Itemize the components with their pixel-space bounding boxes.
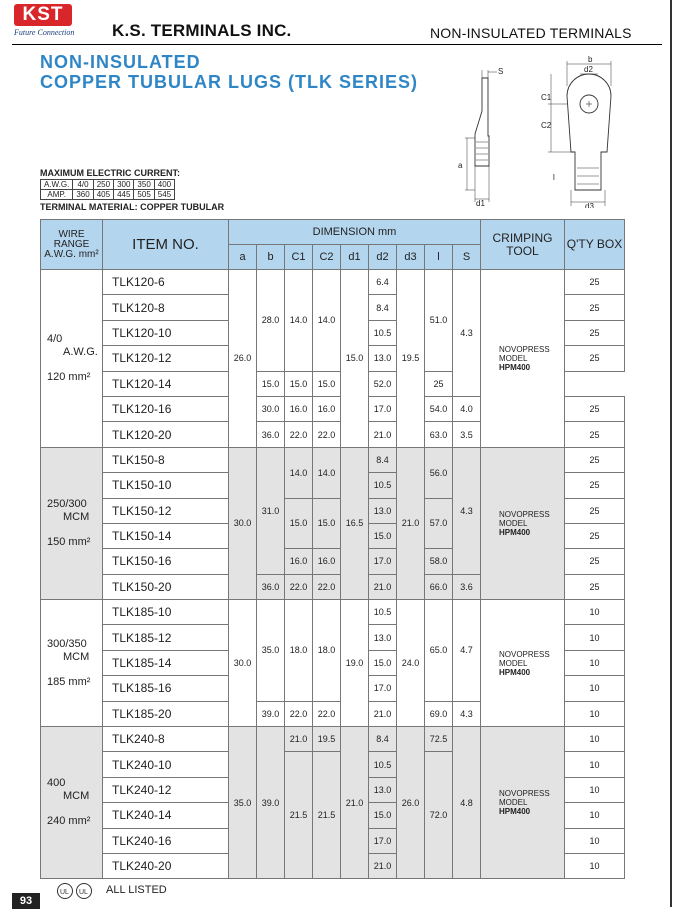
qty-box: 25	[565, 270, 625, 295]
wire-range-line: A.W.G.	[63, 345, 98, 358]
item-number: TLK150-14	[103, 523, 229, 548]
amp-label: AMP.	[41, 190, 73, 200]
qty-box: 25	[565, 346, 625, 371]
dim-c1: 16.0	[285, 396, 313, 421]
dim-d2: 10.5	[369, 600, 397, 625]
item-number: TLK240-10	[103, 752, 229, 777]
dim-d2: 13.0	[369, 625, 397, 650]
ul-certification-icon	[56, 882, 94, 900]
wire-range-cell	[41, 600, 103, 727]
dim-c2: 22.0	[313, 422, 341, 447]
item-number: TLK120-12	[103, 346, 229, 371]
qty-box: 10	[565, 727, 625, 752]
qty-box: 25	[565, 523, 625, 548]
qty-box: 10	[565, 600, 625, 625]
dim-d2: 6.4	[369, 270, 397, 295]
dim-l: 72.0	[425, 752, 453, 879]
tool-line: MODEL	[499, 798, 528, 808]
amp-value: 360	[73, 190, 93, 200]
qty-box: 25	[565, 574, 625, 599]
dim-l: 58.0	[425, 549, 453, 574]
dim-b: 28.0	[257, 270, 285, 372]
item-number: TLK150-16	[103, 549, 229, 574]
label-c1: C1	[541, 93, 552, 102]
dim-d2: 13.0	[369, 346, 397, 371]
item-number: TLK240-12	[103, 777, 229, 802]
item-number: TLK120-20	[103, 422, 229, 447]
dim-s: 4.3	[453, 270, 481, 397]
dim-c1: 22.0	[285, 422, 313, 447]
header-dim-c2: C2	[313, 245, 341, 270]
dim-s: 4.0	[453, 396, 481, 421]
header-dim-a: a	[229, 245, 257, 270]
dim-b: 36.0	[257, 574, 285, 599]
dim-d2: 21.0	[369, 701, 397, 726]
dim-c1: 18.0	[285, 600, 313, 702]
item-number: TLK240-8	[103, 727, 229, 752]
tool-line: MODEL	[499, 518, 528, 528]
dim-d2: 13.0	[369, 498, 397, 523]
item-number: TLK120-14	[103, 371, 229, 396]
amp-value: 505	[134, 190, 154, 200]
crimping-tool-cell	[481, 600, 565, 727]
qty-box: 10	[565, 777, 625, 802]
logo-tagline: Future Connection	[14, 28, 75, 37]
wire-range-line: MCM	[63, 650, 90, 663]
header-dim-d2: d2	[369, 245, 397, 270]
table-row	[41, 270, 625, 295]
dim-l: 51.0	[425, 270, 453, 372]
dim-b: 35.0	[257, 600, 285, 702]
dim-c2: 14.0	[313, 270, 341, 372]
wire-range-line: 185 mm²	[47, 675, 91, 688]
tool-line: HPM400	[499, 527, 531, 537]
dim-c1: 22.0	[285, 574, 313, 599]
header-qty: Q'TY BOX	[565, 220, 625, 270]
header-divider	[12, 44, 662, 45]
dim-a: 35.0	[229, 727, 257, 879]
wire-range-line: 4/0	[47, 332, 63, 345]
dim-s: 3.5	[453, 422, 481, 447]
dim-l: 65.0	[425, 600, 453, 702]
label-s: S	[498, 67, 504, 76]
item-number: TLK150-20	[103, 574, 229, 599]
dim-c2: 22.0	[313, 574, 341, 599]
tool-line: NOVOPRESS	[499, 789, 550, 799]
header-dim-c1: C1	[285, 245, 313, 270]
dim-a: 30.0	[229, 600, 257, 727]
dim-b: 39.0	[257, 701, 285, 726]
item-number: TLK185-12	[103, 625, 229, 650]
item-number: TLK120-8	[103, 295, 229, 320]
dim-c1: 14.0	[285, 270, 313, 372]
dim-d3: 19.5	[397, 270, 425, 448]
dim-l: 63.0	[425, 422, 453, 447]
current-title: MAXIMUM ELECTRIC CURRENT:	[40, 168, 180, 178]
dim-c1: 21.5	[285, 752, 313, 879]
dim-b: 36.0	[257, 422, 285, 447]
dim-c2: 16.0	[313, 396, 341, 421]
label-d1: d1	[476, 199, 485, 208]
qty-box: 10	[565, 803, 625, 828]
qty-box: 10	[565, 676, 625, 701]
dim-s: 4.3	[453, 447, 481, 574]
dim-l: 54.0	[425, 396, 453, 421]
dim-s: 4.8	[453, 727, 481, 879]
header-dim-b: b	[257, 245, 285, 270]
dim-d2: 10.5	[369, 320, 397, 345]
amp-value: 405	[93, 190, 113, 200]
wire-range-line: 150 mm²	[47, 535, 91, 548]
table-row	[41, 600, 625, 625]
wire-range-line: 300/350	[47, 637, 87, 650]
dim-c2: 19.5	[313, 727, 341, 752]
label-c2: C2	[541, 121, 552, 130]
dim-b: 30.0	[257, 396, 285, 421]
dim-l: 52.0	[369, 371, 397, 396]
wire-range-line: MCM	[63, 510, 90, 523]
awg-label: A.W.G.	[41, 180, 73, 190]
dim-d2: 21.0	[369, 853, 397, 878]
dim-d3: 26.0	[397, 727, 425, 879]
table-row	[41, 727, 625, 752]
dim-d2: 15.0	[369, 523, 397, 548]
awg-value: 400	[154, 180, 174, 190]
dim-d1: 19.0	[341, 600, 369, 727]
qty-box: 25	[565, 396, 625, 421]
crimping-tool-cell	[481, 447, 565, 599]
page-number: 93	[12, 893, 40, 909]
dim-c1: 15.0	[257, 371, 285, 396]
item-number: TLK120-16	[103, 396, 229, 421]
item-number: TLK185-16	[103, 676, 229, 701]
crimping-tool-cell	[481, 727, 565, 879]
qty-box: 10	[565, 828, 625, 853]
dim-d2: 15.0	[369, 650, 397, 675]
qty-box: 25	[565, 549, 625, 574]
dim-d3: 21.0	[397, 447, 425, 599]
label-d2: d2	[584, 65, 593, 74]
page-title-line1: NON-INSULATED	[40, 52, 201, 72]
awg-value: 350	[134, 180, 154, 190]
header-dim-d1: d1	[341, 245, 369, 270]
dim-s: 4.3	[453, 701, 481, 726]
dim-c1: 15.0	[285, 498, 313, 549]
dim-d2: 17.0	[369, 549, 397, 574]
item-number: TLK185-20	[103, 701, 229, 726]
tool-line: HPM400	[499, 807, 531, 817]
awg-value: 4/0	[73, 180, 93, 190]
wire-range-line: 120 mm²	[47, 370, 91, 383]
header-wire-range: WIRE RANGE A.W.G. mm²	[41, 220, 103, 270]
label-b: b	[588, 56, 593, 64]
wire-range-cell	[41, 727, 103, 879]
dim-d2: 8.4	[369, 295, 397, 320]
dim-l: 72.5	[425, 727, 453, 752]
awg-value: 250	[93, 180, 113, 190]
item-number: TLK120-6	[103, 270, 229, 295]
header-dim-l: l	[425, 245, 453, 270]
label-l: l	[553, 173, 555, 182]
dim-c1: 16.0	[285, 549, 313, 574]
dim-c2: 15.0	[285, 371, 313, 396]
wire-range-line: 250/300	[47, 497, 87, 510]
wire-range-line: 400	[47, 777, 66, 790]
page-title-line2: COPPER TUBULAR LUGS (TLK SERIES)	[40, 72, 419, 92]
dim-d2: 15.0	[313, 371, 341, 396]
qty-box: 10	[565, 701, 625, 726]
dim-d3: 24.0	[397, 600, 425, 727]
amp-value: 545	[154, 190, 174, 200]
table-row	[41, 447, 625, 472]
dim-c1: 14.0	[285, 447, 313, 498]
wire-range-line: MCM	[63, 790, 90, 803]
qty-box: 25	[565, 320, 625, 345]
dim-d2: 8.4	[369, 447, 397, 472]
qty-box: 10	[565, 853, 625, 878]
header-dim-s: S	[453, 245, 481, 270]
item-number: TLK185-14	[103, 650, 229, 675]
qty-box: 25	[565, 447, 625, 472]
header-dim-d3: d3	[397, 245, 425, 270]
dim-c2: 14.0	[313, 447, 341, 498]
header-dimension: DIMENSION mm	[229, 220, 481, 245]
dim-d2: 21.0	[369, 422, 397, 447]
tool-line: NOVOPRESS	[499, 344, 550, 354]
item-number: TLK185-10	[103, 600, 229, 625]
dim-d1: 21.0	[341, 727, 369, 879]
qty-box: 25	[565, 295, 625, 320]
dim-d2: 15.0	[369, 803, 397, 828]
qty-box: 25	[565, 422, 625, 447]
dim-d2: 10.5	[369, 752, 397, 777]
dim-l: 56.0	[425, 447, 453, 498]
item-number: TLK150-10	[103, 473, 229, 498]
qty-box: 25	[565, 498, 625, 523]
dim-l: 66.0	[425, 574, 453, 599]
dim-d2: 17.0	[369, 396, 397, 421]
tool-line: HPM400	[499, 667, 531, 677]
tool-line: MODEL	[499, 353, 528, 363]
dim-l: 57.0	[425, 498, 453, 549]
item-number: TLK150-12	[103, 498, 229, 523]
svg-text:UL: UL	[79, 889, 88, 896]
tool-line: MODEL	[499, 658, 528, 668]
crimping-tool-cell	[481, 270, 565, 448]
dim-c2: 21.5	[313, 752, 341, 879]
item-number: TLK240-16	[103, 828, 229, 853]
section-title: NON-INSULATED TERMINALS	[430, 25, 632, 41]
dim-s: 3.6	[453, 574, 481, 599]
dim-d1: 16.5	[341, 447, 369, 599]
wire-range-cell	[41, 270, 103, 448]
qty-box: 10	[565, 752, 625, 777]
dimension-table	[40, 219, 625, 879]
tool-line: NOVOPRESS	[499, 509, 550, 519]
dim-d2: 8.4	[369, 727, 397, 752]
company-logo	[12, 4, 107, 42]
dim-b: 39.0	[257, 727, 285, 879]
logo-mark: KST	[14, 4, 72, 26]
tool-line: HPM400	[499, 362, 531, 372]
amp-value: 445	[114, 190, 134, 200]
wire-range-line: 240 mm²	[47, 815, 91, 828]
qty-box: 25	[425, 371, 453, 396]
dim-c1: 22.0	[285, 701, 313, 726]
item-number: TLK240-20	[103, 853, 229, 878]
header-item-no: ITEM NO.	[103, 220, 229, 270]
listed-label: ALL LISTED	[106, 884, 167, 896]
dim-c2: 16.0	[313, 549, 341, 574]
qty-box: 25	[565, 473, 625, 498]
item-number: TLK240-14	[103, 803, 229, 828]
company-name: K.S. TERMINALS INC.	[112, 21, 292, 40]
dim-b: 31.0	[257, 447, 285, 574]
dim-d2: 17.0	[369, 676, 397, 701]
item-number: TLK150-8	[103, 447, 229, 472]
dim-c2: 15.0	[313, 498, 341, 549]
tool-line: NOVOPRESS	[499, 649, 550, 659]
item-number: TLK120-10	[103, 320, 229, 345]
dim-l: 69.0	[425, 701, 453, 726]
header-crimping-tool: CRIMPING TOOL	[481, 220, 565, 270]
terminal-material: TERMINAL MATERIAL: COPPER TUBULAR	[40, 202, 225, 212]
dim-c2: 18.0	[313, 600, 341, 702]
qty-box: 10	[565, 650, 625, 675]
lug-dimension-diagram	[455, 56, 630, 208]
label-d3: d3	[585, 202, 594, 208]
awg-value: 300	[114, 180, 134, 190]
qty-box: 10	[565, 625, 625, 650]
dim-a: 26.0	[229, 270, 257, 448]
wire-range-cell	[41, 447, 103, 599]
dim-a: 30.0	[229, 447, 257, 599]
dim-c1: 21.0	[285, 727, 313, 752]
current-table	[40, 179, 175, 200]
dim-s: 4.7	[453, 600, 481, 702]
dim-d2: 10.5	[369, 473, 397, 498]
dim-d2: 17.0	[369, 828, 397, 853]
svg-text:UL: UL	[60, 889, 69, 896]
dim-d2: 13.0	[369, 777, 397, 802]
dim-d2: 21.0	[369, 574, 397, 599]
dim-d1: 15.0	[341, 270, 369, 448]
dim-c2: 22.0	[313, 701, 341, 726]
label-a: a	[458, 161, 463, 170]
